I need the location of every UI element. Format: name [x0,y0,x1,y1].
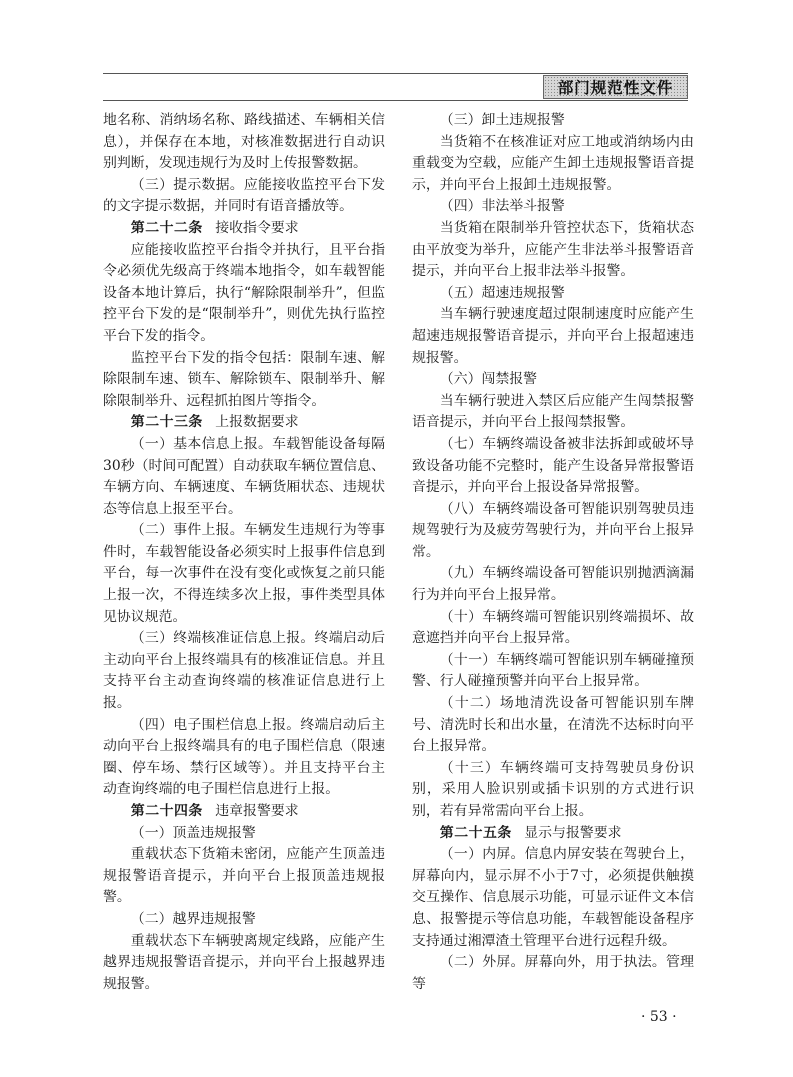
section-banner [543,75,688,99]
article-title: 接收指令要求 [215,219,299,236]
paragraph: 当车辆行驶速度超过限制速度时应能产生超速违规报警语音提示，并向平台上报超速违规报警。 [412,306,694,366]
paragraph: （十）车辆终端可智能识别终端损坏、故意遮挡并向平台上报异常。 [412,608,694,647]
paragraph: （六）闯禁报警 [439,371,538,388]
paragraph: （九）车辆终端设备可智能识别抛洒滴漏行为并向平台上报异常。 [412,565,694,604]
article-heading [103,801,385,823]
paragraph: （七）车辆终端设备被非法拆卸或破坏导致设备功能不完整时，能产生设备异常报警语音提示，并向平台上报设备异常报警。 [412,435,694,496]
article-heading [103,412,385,434]
paragraph: （一）基本信息上报。车载智能设备每隔30秒（时间可配置）自动获取车辆位置信息、车辆方向、车辆速度、车辆货厢状态、违规状态等信息上报至平台。 [103,435,385,517]
paragraph: （二）事件上报。车辆发生违规行为等事件时，车载智能设备必须实时上报事件信息到平台，每一次事件在没有变化或恢复之前只能上报一次，不得连续多次上报，事件类型具体见协议规范。 [103,522,385,625]
paragraph: （四）非法举斗报警 [439,198,565,215]
paragraph: 应能接收监控平台指令并执行，且平台指令必须优先级高于终端本地指令，如车载智能设备本地计算后，执行“解除限制举升”，但监控平台下发的是“限制举升”，则优先执行监控平台下发的指令。 [103,241,385,344]
paragraph: （三）终端核准证信息上报。终端启动后主动向平台上报终端具有的核准证信息。并且支持平台主动查询终端的核准证信息进行上报。 [103,630,385,712]
paragraph: （二）外屏。屏幕向外，用于执法。管理等 [412,954,694,992]
paragraph: （八）车辆终端设备可智能识别驾驶员违规驾驶行为及疲劳驾驶行为，并向平台上报异常。 [412,500,694,560]
paragraph: 重载状态下货箱未密闭，应能产生顶盖违规报警语音提示，并向平台上报顶盖违规报警。 [103,846,385,906]
paragraph: 监控平台下发的指令包括：限制车速、解除限制车速、锁车、解除锁车、限制举升、解除限制举升、远程抓拍图片等指令。 [103,349,385,409]
article-number: 第二十三条 [130,414,203,431]
paragraph: （一）内屏。信息内屏安装在驾驶台上，屏幕向内，显示屏不小于7寸，必须提供触摸交互操作、信息展示功能，可显示证件文本信息、报警提示等信息功能，车载智能设备程序支持通过湘潭渣土管理平台进行远程升级。 [412,846,694,949]
paragraph: （一）顶盖违规报警 [130,824,256,841]
article-title: 违章报警要求 [215,803,299,819]
paragraph: （五）超速违规报警 [439,284,565,301]
paragraph: 重载状态下车辆驶离规定线路，应能产生越界违规报警语音提示，并向平台上报越界违规报警。 [103,932,385,992]
article-number: 第二十五条 [439,824,512,841]
article-heading [103,218,385,240]
paragraph: （三）卸土违规报警 [439,112,565,128]
section-title: 部门规范性文件 [557,79,674,97]
article-title: 显示与报警要求 [524,824,622,841]
paragraph: （十一）车辆终端可智能识别车辆碰撞预警、行人碰撞预警并向平台上报异常。 [412,651,694,690]
paragraph: 当车辆行驶进入禁区后应能产生闯禁报警语音提示，并向平台上报闯禁报警。 [412,392,694,431]
article-heading [412,823,694,845]
paragraph: 地名称、消纳场名称、路线描述、车辆相关信息），并保存在本地，对核准数据进行自动识别判断，发现违规行为及时上传报警数据。 [103,112,385,172]
header-bottom-rule [103,100,688,101]
paragraph: （二）越界违规报警 [130,910,256,927]
right-column [412,110,694,995]
header-top-rule [103,73,688,74]
paragraph: （四）电子围栏信息上报。终端启动后主动向平台上报终端具有的电子围栏信息（限速圈、停车场、禁行区域等）。并且支持平台主动查询终端的电子围栏信息进行上报。 [103,716,385,798]
article-number: 第二十二条 [130,219,203,236]
paragraph: 当货箱不在核准证对应工地或消纳场内由重载变为空载，应能产生卸土违规报警语音提示，并向平台上报卸土违规报警。 [412,133,694,193]
article-number: 第二十四条 [130,803,203,819]
paragraph: （十三）车辆终端可支持驾驶员身份识别，采用人脸识别或插卡识别的方式进行识别，若有异常需向平台上报。 [412,759,694,819]
article-title: 上报数据要求 [215,414,299,431]
left-column [103,110,385,995]
paragraph: （三）提示数据。应能接收监控平台下发的文字提示数据，并同时有语音播放等。 [103,176,385,215]
paragraph: （十二）场地清洗设备可智能识别车牌号、清洗时长和出水量，在清洗不达标时向平台上报异常。 [412,695,694,755]
paragraph: 当货箱在限制举升管控状态下，货箱状态由平放变为举升，应能产生非法举斗报警语音提示，并向平台上报非法举斗报警。 [412,219,694,280]
page-number: · 53 · [641,1009,677,1025]
